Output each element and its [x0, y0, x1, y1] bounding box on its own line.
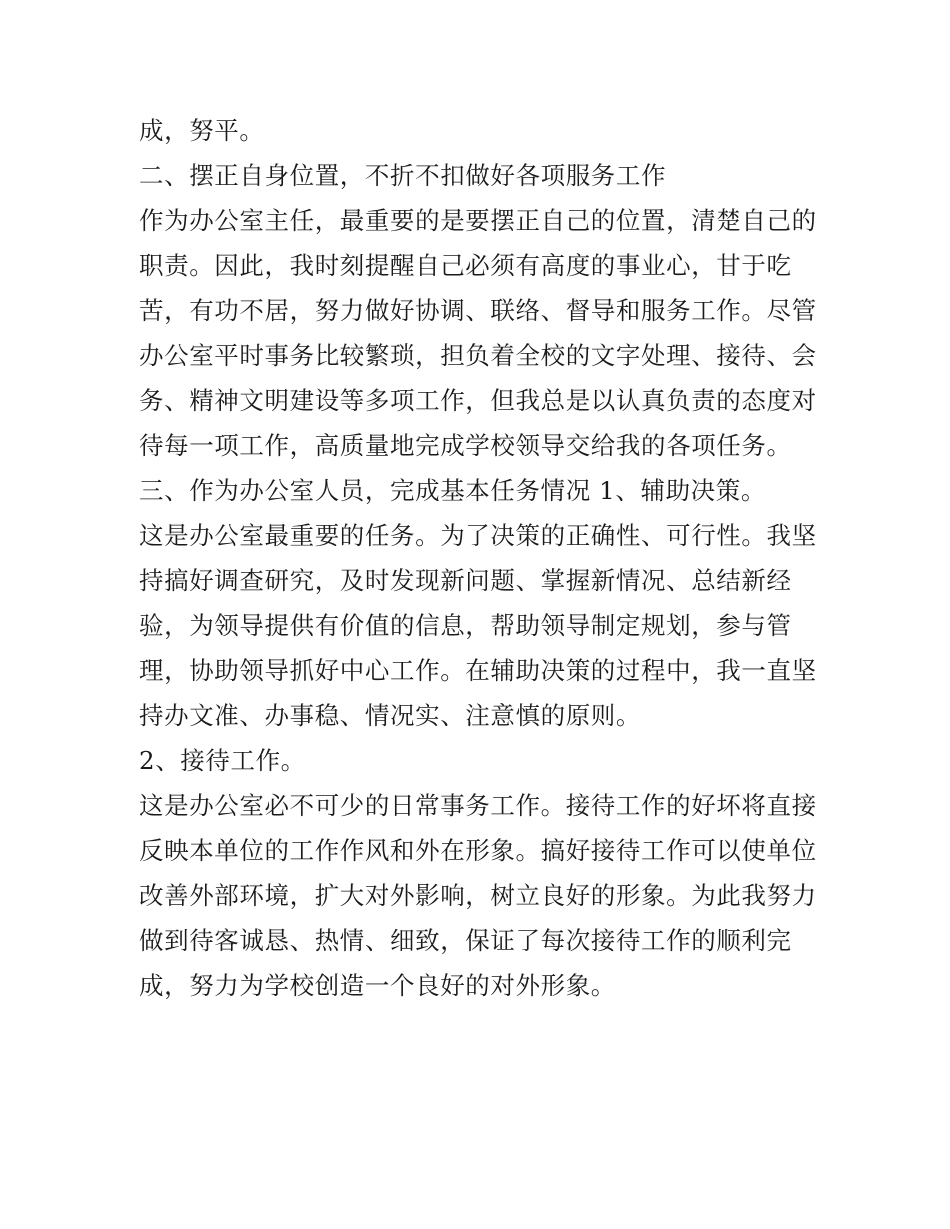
text-line: 理，协助领导抓好中心工作。在辅助决策的过程中，我一直坚	[139, 656, 817, 685]
text-line: 务、精神文明建设等多项工作，但我总是以认真负责的态度对	[139, 386, 817, 415]
text-line: 改善外部环境，扩大对外影响，树立良好的形象。为此我努力	[139, 881, 817, 910]
subsection-heading: 2、接待工作。	[139, 746, 306, 775]
text-line: 验，为领导提供有价值的信息，帮助领导制定规划，参与管	[139, 611, 792, 640]
text-line: 成，努力为学校创造一个良好的对外形象。	[139, 971, 616, 1000]
text-line: 做到待客诚恳、热情、细致，保证了每次接待工作的顺利完	[139, 926, 792, 955]
text-line: 持搞好调查研究，及时发现新问题、掌握新情况、总结新经	[139, 566, 792, 595]
text-line: 待每一项工作，高质量地完成学校领导交给我的各项任务。	[139, 431, 792, 460]
section-heading: 二、摆正自身位置，不折不扣做好各项服务工作	[139, 161, 667, 190]
text-line: 持办文准、办事稳、情况实、注意慎的原则。	[139, 701, 641, 730]
text-line: 成，努平。	[139, 116, 265, 145]
text-line: 作为办公室主任，最重要的是要摆正自己的位置，清楚自己的	[139, 206, 817, 235]
text-line: 这是办公室必不可少的日常事务工作。接待工作的好坏将直接	[139, 791, 817, 820]
text-line: 反映本单位的工作作风和外在形象。搞好接待工作可以使单位	[139, 836, 817, 865]
document-body	[139, 108, 819, 1008]
text-line: 苦，有功不居，努力做好协调、联络、督导和服务工作。尽管	[139, 296, 817, 325]
text-line: 职责。因此，我时刻提醒自己必须有高度的事业心，甘于吃	[139, 251, 792, 280]
text-line: 这是办公室最重要的任务。为了决策的正确性、可行性。我坚	[139, 521, 817, 550]
text-line: 办公室平时事务比较繁琐，担负着全校的文字处理、接待、会	[139, 341, 817, 370]
section-heading: 三、作为办公室人员，完成基本任务情况 1、辅助决策。	[139, 476, 766, 505]
